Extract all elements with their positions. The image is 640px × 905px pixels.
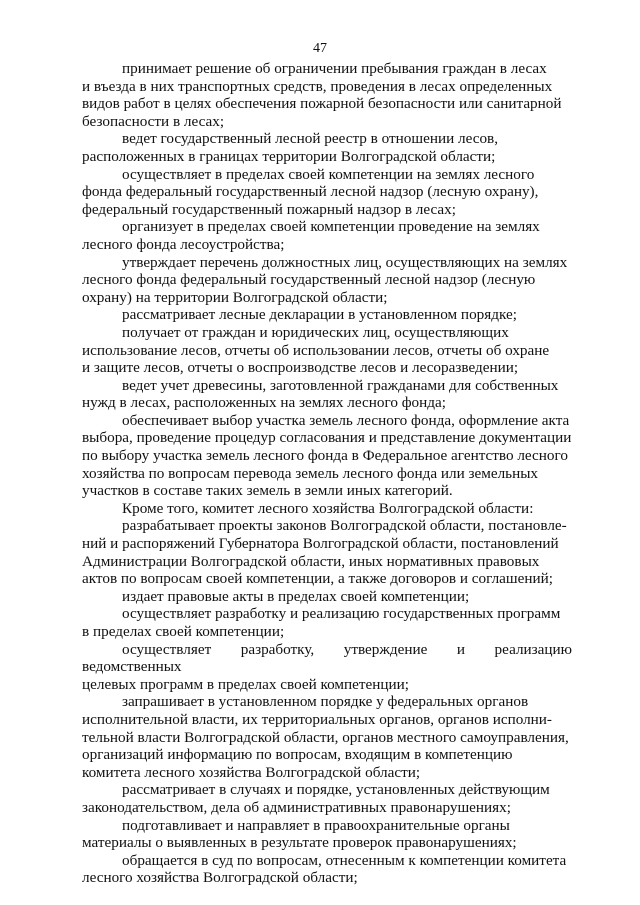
- paragraph: ведет учет древесины, заготовленной гражданами для собственных нужд в лесах, расположенных на землях лесного фонда;: [82, 376, 559, 412]
- paragraph: организует в пределах своей компетенции проведение на землях лесного фонда лесоустройства;: [82, 218, 540, 253]
- paragraph: обеспечивает выбор участка земель лесного фонда, оформление акта выбора, проведение процедур согласования и представление документации по выбору участка земель лесного фонда в Федеральное агентство лесного хозяйства по вопросам перевода земель лесного фонда или земельных участков в составе таких земель в земли иных категорий.: [82, 411, 572, 500]
- paragraph: утверждает перечень должностных лиц, осуществляющих на землях лесного фонда федеральный государственный лесной надзор (лесную охрану) на территории Волгоградской области;: [82, 253, 568, 306]
- paragraph: получает от граждан и юридических лиц, осуществляющих использование лесов, отчеты об использовании лесов, отчеты об охране и защите лесов, отчеты о воспроизводстве лесов и лесоразведении;: [82, 323, 550, 377]
- paragraph: подготавливает и направляет в правоохранительные органы материалы о выявленных в результате проверок правонарушениях;: [82, 816, 517, 852]
- document-body: [82, 60, 572, 887]
- paragraph: издает правовые акты в пределах своей компетенции;: [122, 587, 470, 605]
- paragraph: осуществляет разработку и реализацию государственных программ в пределах своей компетенции;: [82, 605, 561, 640]
- paragraph: рассматривает лесные декларации в установленном порядке;: [122, 306, 517, 324]
- paragraph: разрабатывает проекты законов Волгоградской области, постановле- ний и распоряжений Губернатора Волгоградской области, постановлений Администрации Волгоградской области, иных нормативных правовых актов по вопросам своей компетенции, а также договоров и соглашений;: [82, 517, 567, 588]
- page-number: 47: [313, 41, 327, 56]
- paragraph: ведет государственный лесной реестр в отношении лесов, расположенных в границах территории Волгоградской области;: [82, 130, 499, 165]
- paragraph: обращается в суд по вопросам, отнесенным к компетенции комитета лесного хозяйства Волгоградской области;: [82, 851, 567, 887]
- paragraph: рассматривает в случаях и порядке, установленных действующим законодательством, дела об административных правонарушениях;: [82, 781, 550, 816]
- paragraph: запрашивает в установленном порядке у федеральных органов исполнительной власти, их территориальных органов, органов исполни- тельной власти Волгоградской области, органов местного самоуправления, организаций информацию по вопросам, входящим в компетенцию комитета лесного хозяйства Волгоградской области;: [82, 693, 569, 781]
- paragraph: осуществляет в пределах своей компетенции на землях лесного фонда федеральный государственный лесной надзор (лесную охрану), федеральный государственный пожарный надзор в лесах;: [82, 165, 539, 218]
- paragraph: Кроме того, комитет лесного хозяйства Волгоградской области:: [122, 499, 534, 517]
- paragraph: принимает решение об ограничении пребывания граждан в лесах и въезда в них транспортных средств, проведения в лесах определенных видов работ в целях обеспечения пожарной безопасности или санитарной безопасности в лесах;: [82, 60, 562, 130]
- paragraph: осуществляет разработку, утверждение и реализацию ведомственных целевых программ в пределах своей компетенции;: [82, 640, 572, 693]
